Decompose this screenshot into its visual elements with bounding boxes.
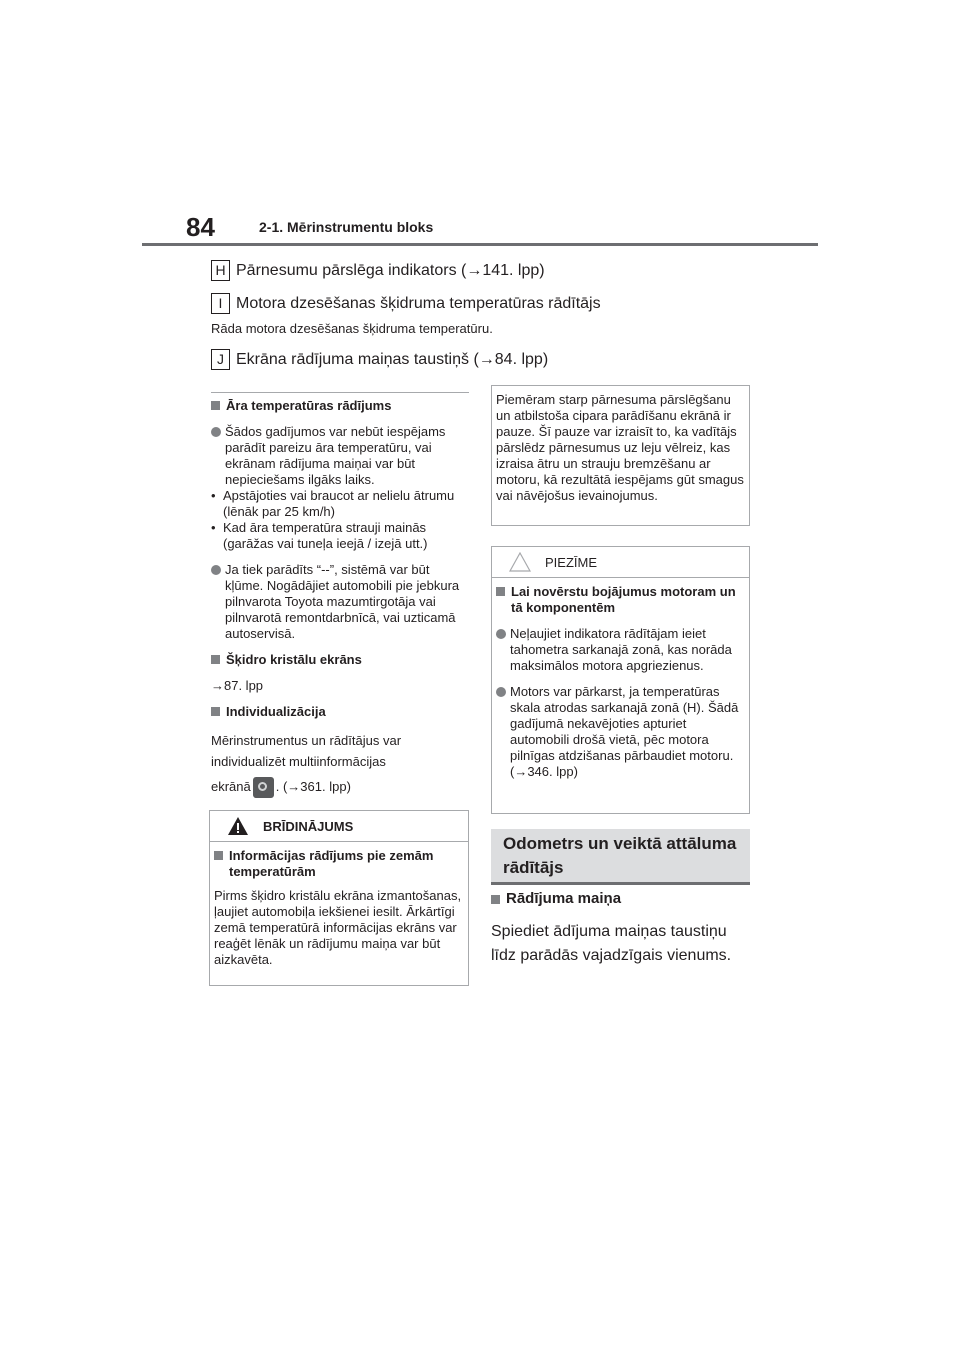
display-change-section [491,888,750,968]
settings-gear-icon [253,777,274,798]
circle-bullet-icon [211,565,221,575]
page-number: 84 [186,212,215,242]
key-letter-h: H [211,260,230,281]
display-change-text: Spiediet ādījuma maiņas taustiņu līdz parādās vajadzīgais vienums. [491,923,732,964]
square-bullet-icon [211,707,220,716]
key-item-h [211,260,545,281]
header-rule [142,243,818,246]
warning-title: BRĪDINĀJUMS [263,818,354,834]
notice-box [491,546,750,814]
square-bullet-icon [491,895,500,904]
key-item-i [211,293,601,314]
customization-heading: Individualizācija [211,704,469,720]
left-column [211,390,469,798]
key-text-i: Motora dzesēšanas šķidruma temperatūras rādītājs [236,294,601,312]
odometer-section-heading: Odometrs un veiktā attāluma rādītājs [491,829,750,885]
key-letter-i: I [211,293,230,314]
warning-title-row [210,811,468,842]
square-bullet-icon [214,851,223,860]
lcd-heading: Šķidro kristālu ekrāns [211,652,469,668]
outside-temp-heading: Āra temperatūras rādījums [211,398,469,414]
lcd-reference: →87. lpp [211,678,264,693]
customization-text: Mērinstrumentus un rādītājus var individualizēt multiinformācijas ekrānā . (→361. lpp) [211,730,469,798]
key-letter-j: J [211,349,230,370]
warning-body: Pirms šķidro kristālu ekrāna izmantošanas, ļaujiet automobiļa iekšienei iesilt. Ārkārtīgi zemā temperatūrā informācijas ekrāns var reaģēt lēnāk un rādījumu maiņa var būt aizkavēta. [214,888,462,967]
circle-bullet-icon [496,629,506,639]
circle-bullet-icon [496,687,506,697]
warning-box [209,810,469,986]
square-bullet-icon [211,655,220,664]
key-i-description: Rāda motora dzesēšanas šķidruma temperatūru. [211,321,493,336]
example-box [491,385,750,526]
notice-content [492,578,749,786]
notice-title-row [492,547,749,578]
warning-triangle-icon [227,816,249,836]
caution-triangle-icon [509,552,531,572]
list-item: • Kad āra temperatūra strauji mainās (garāžas vai tuneļa ieejā / izejā utt.) [211,520,428,551]
square-bullet-icon [211,401,220,410]
display-change-heading: Rādījuma maiņa [491,888,750,910]
warning-heading: Informācijas rādījums pie zemām temperatūrām [214,848,464,880]
notice-heading: Lai novērstu bojājumus motoram un tā komponentēm [496,584,745,616]
outside-temp-note-2: Ja tiek parādīts “--”, sistēmā var būt kļūme. Nogādājiet automobili pie jebkura pilnvarota Toyota mazumtirgotāja vai pilnvarotā remontdarbnīcā, vai uzticamā autoservisā. [211,562,469,642]
outside-temp-conditions [211,488,469,552]
example-text: Piemēram starp pārnesuma pārslēgšanu un atbilstoša cipara parādīšanu ekrānā ir pauze. Šī pauze var izraisīt to, ka vadītājs pārslēdz pārnesumus uz leju vēlreiz, kas izraisa ātru un strauju bremzēšanu ar motoru, kā rezultātā iespējams gūt smagus vai nāvējošus ievainojumus. [496,392,744,503]
warning-content [210,842,468,974]
list-item: • Apstājoties vai braucot ar nelielu ātrumu (lēnāk par 25 km/h) [211,488,455,519]
circle-bullet-icon [211,427,221,437]
square-bullet-icon [496,587,505,596]
notice-item-2: Motors var pārkarst, ja temperatūras skala atrodas sarkanajā zonā (H). Šādā gadījumā nekavējoties apturiet automobili drošā vietā, pēc motora pilnīgas atdzišanas pārbaudiet motoru. (→346. lpp) [496,684,745,780]
notice-title: PIEZĪME [545,554,598,570]
key-text-j: Ekrāna rādījuma maiņas taustiņš (→84. lpp) [236,350,549,368]
notice-item-1: Neļaujiet indikatora rādītājam ieiet tahometra sarkanajā zonā, kas norāda maksimālos motora apgriezienus. [496,626,745,674]
key-item-j [211,349,548,370]
key-text-h: Pārnesumu pārslēga indikators (→141. lpp) [236,261,545,279]
section-title: 2-1. Mērinstrumentu bloks [259,219,434,235]
outside-temp-note-1: Šādos gadījumos var nebūt iespējams parādīt pareizu āra temperatūru, vai ekrānam rādījuma maiņai var būt nepieciešams ilgāks laiks. [211,424,469,488]
